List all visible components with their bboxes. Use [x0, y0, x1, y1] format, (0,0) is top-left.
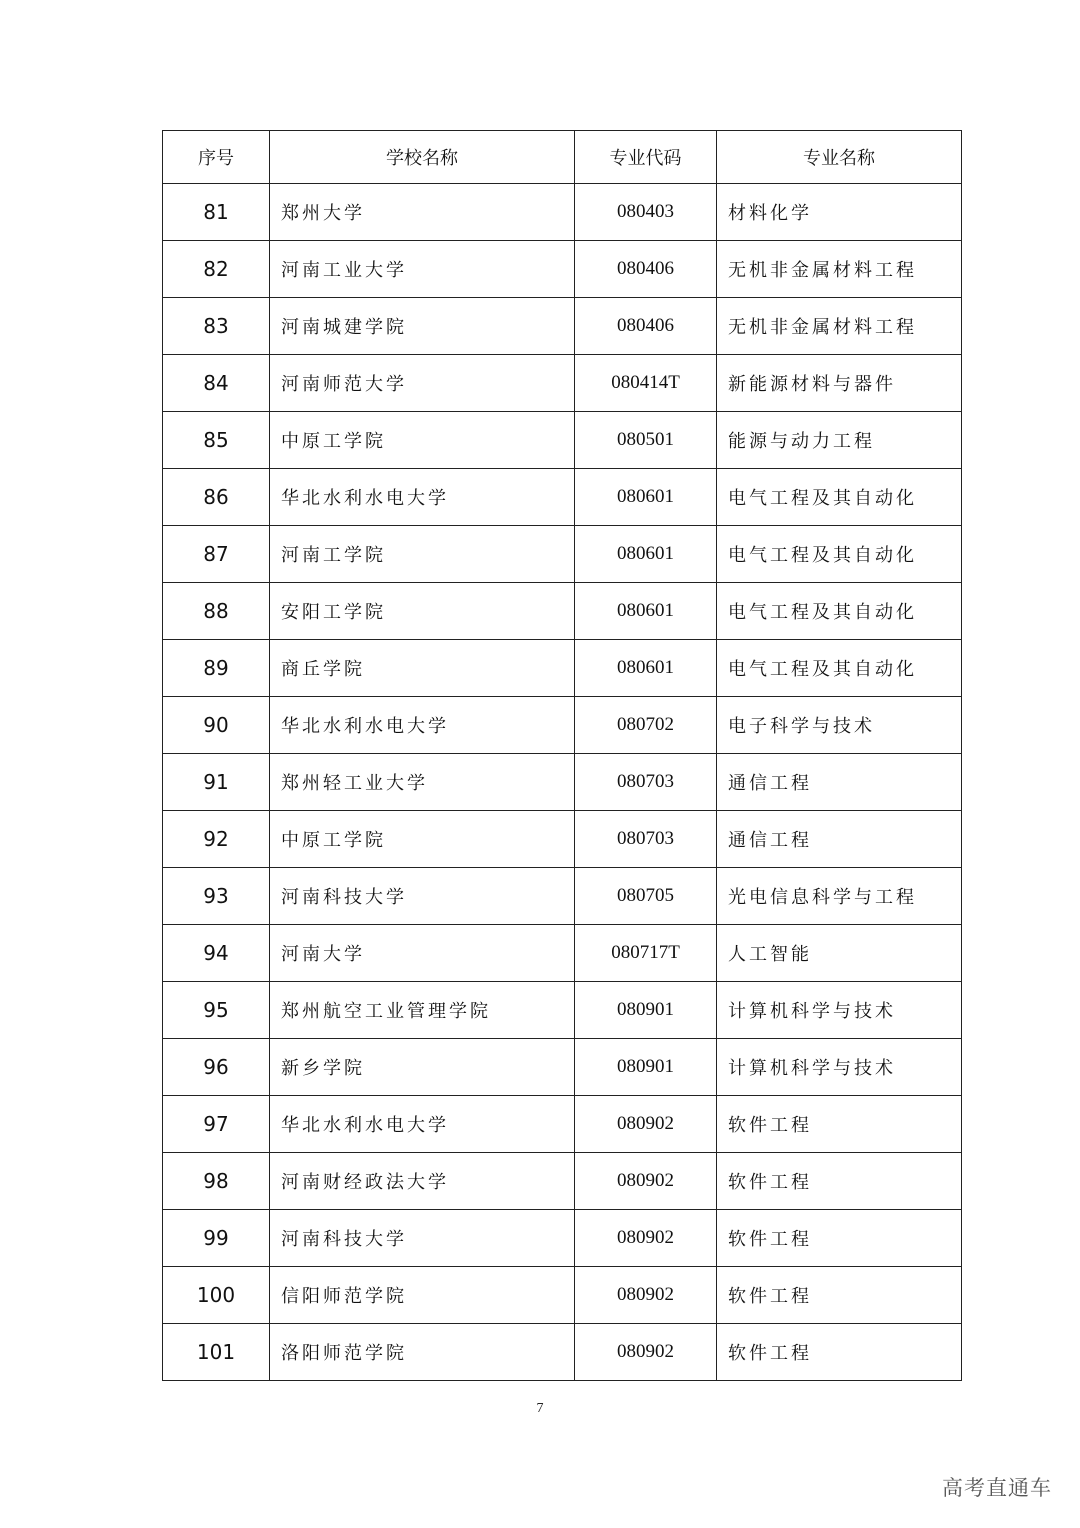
cell-no: 84: [163, 355, 270, 412]
cell-school-name: 河南大学: [270, 925, 575, 982]
table-row: [163, 1039, 962, 1096]
cell-major-code: 080703: [575, 754, 717, 811]
table-row: [163, 526, 962, 583]
header-major: 专业名称: [717, 131, 962, 184]
cell-major-code: 080601: [575, 469, 717, 526]
cell-major-code: 080403: [575, 184, 717, 241]
cell-major-name: 软件工程: [717, 1324, 962, 1381]
cell-school-name: 郑州大学: [270, 184, 575, 241]
table-row: [163, 640, 962, 697]
cell-no: 90: [163, 697, 270, 754]
cell-major-name: 软件工程: [717, 1153, 962, 1210]
page-number: 7: [536, 1401, 544, 1416]
cell-no: 87: [163, 526, 270, 583]
cell-no: 92: [163, 811, 270, 868]
table-row: [163, 868, 962, 925]
table-row: [163, 184, 962, 241]
cell-major-name: 软件工程: [717, 1210, 962, 1267]
cell-major-name: 计算机科学与技术: [717, 982, 962, 1039]
table-row: [163, 412, 962, 469]
cell-school-name: 华北水利水电大学: [270, 697, 575, 754]
cell-major-name: 无机非金属材料工程: [717, 298, 962, 355]
table-row: [163, 1267, 962, 1324]
cell-no: 85: [163, 412, 270, 469]
cell-major-code: 080901: [575, 1039, 717, 1096]
cell-no: 81: [163, 184, 270, 241]
cell-major-code: 080703: [575, 811, 717, 868]
cell-school-name: 中原工学院: [270, 811, 575, 868]
cell-major-name: 电气工程及其自动化: [717, 469, 962, 526]
cell-school-name: 信阳师范学院: [270, 1267, 575, 1324]
cell-major-code: 080406: [575, 298, 717, 355]
cell-major-name: 软件工程: [717, 1267, 962, 1324]
cell-school-name: 郑州轻工业大学: [270, 754, 575, 811]
header-school: 学校名称: [270, 131, 575, 184]
cell-no: 83: [163, 298, 270, 355]
cell-no: 99: [163, 1210, 270, 1267]
table-row: [163, 1153, 962, 1210]
cell-school-name: 河南科技大学: [270, 1210, 575, 1267]
table-row: [163, 241, 962, 298]
header-no: 序号: [163, 131, 270, 184]
cell-no: 91: [163, 754, 270, 811]
table-row: [163, 697, 962, 754]
cell-major-name: 电子科学与技术: [717, 697, 962, 754]
cell-no: 88: [163, 583, 270, 640]
table-row: [163, 469, 962, 526]
cell-school-name: 洛阳师范学院: [270, 1324, 575, 1381]
cell-school-name: 河南工业大学: [270, 241, 575, 298]
cell-major-name: 计算机科学与技术: [717, 1039, 962, 1096]
cell-major-name: 新能源材料与器件: [717, 355, 962, 412]
cell-school-name: 郑州航空工业管理学院: [270, 982, 575, 1039]
cell-no: 93: [163, 868, 270, 925]
cell-major-code: 080414T: [575, 355, 717, 412]
cell-major-code: 080601: [575, 526, 717, 583]
cell-no: 97: [163, 1096, 270, 1153]
cell-no: 95: [163, 982, 270, 1039]
cell-school-name: 中原工学院: [270, 412, 575, 469]
cell-no: 89: [163, 640, 270, 697]
cell-no: 98: [163, 1153, 270, 1210]
cell-major-code: 080902: [575, 1267, 717, 1324]
table-row: [163, 1210, 962, 1267]
cell-major-code: 080601: [575, 583, 717, 640]
cell-major-name: 光电信息科学与工程: [717, 868, 962, 925]
cell-major-name: 材料化学: [717, 184, 962, 241]
cell-major-name: 电气工程及其自动化: [717, 640, 962, 697]
table-row: [163, 583, 962, 640]
cell-school-name: 河南财经政法大学: [270, 1153, 575, 1210]
cell-major-name: 人工智能: [717, 925, 962, 982]
cell-major-code: 080902: [575, 1210, 717, 1267]
table-row: [163, 811, 962, 868]
cell-major-name: 通信工程: [717, 754, 962, 811]
cell-major-code: 080705: [575, 868, 717, 925]
cell-school-name: 华北水利水电大学: [270, 469, 575, 526]
watermark-text: 高考直通车: [942, 1476, 1052, 1500]
table-body: [163, 184, 962, 1381]
cell-major-name: 通信工程: [717, 811, 962, 868]
cell-major-code: 080901: [575, 982, 717, 1039]
header-code: 专业代码: [575, 131, 717, 184]
cell-major-code: 080406: [575, 241, 717, 298]
majors-table: [162, 130, 962, 1381]
cell-no: 96: [163, 1039, 270, 1096]
cell-school-name: 河南城建学院: [270, 298, 575, 355]
cell-major-code: 080601: [575, 640, 717, 697]
cell-major-name: 软件工程: [717, 1096, 962, 1153]
cell-no: 100: [163, 1267, 270, 1324]
table-row: [163, 355, 962, 412]
cell-major-name: 电气工程及其自动化: [717, 526, 962, 583]
table-row: [163, 1324, 962, 1381]
cell-school-name: 商丘学院: [270, 640, 575, 697]
cell-no: 86: [163, 469, 270, 526]
table-header-row: [163, 131, 962, 184]
cell-no: 101: [163, 1324, 270, 1381]
cell-school-name: 河南科技大学: [270, 868, 575, 925]
cell-major-code: 080902: [575, 1324, 717, 1381]
cell-major-code: 080702: [575, 697, 717, 754]
table-row: [163, 1096, 962, 1153]
cell-school-name: 新乡学院: [270, 1039, 575, 1096]
table-row: [163, 982, 962, 1039]
cell-no: 82: [163, 241, 270, 298]
cell-major-name: 能源与动力工程: [717, 412, 962, 469]
cell-major-code: 080717T: [575, 925, 717, 982]
cell-school-name: 安阳工学院: [270, 583, 575, 640]
cell-school-name: 河南工学院: [270, 526, 575, 583]
table-row: [163, 298, 962, 355]
cell-major-code: 080501: [575, 412, 717, 469]
cell-major-code: 080902: [575, 1153, 717, 1210]
cell-school-name: 华北水利水电大学: [270, 1096, 575, 1153]
table-row: [163, 925, 962, 982]
cell-major-name: 无机非金属材料工程: [717, 241, 962, 298]
cell-major-code: 080902: [575, 1096, 717, 1153]
cell-school-name: 河南师范大学: [270, 355, 575, 412]
table-row: [163, 754, 962, 811]
cell-major-name: 电气工程及其自动化: [717, 583, 962, 640]
cell-no: 94: [163, 925, 270, 982]
